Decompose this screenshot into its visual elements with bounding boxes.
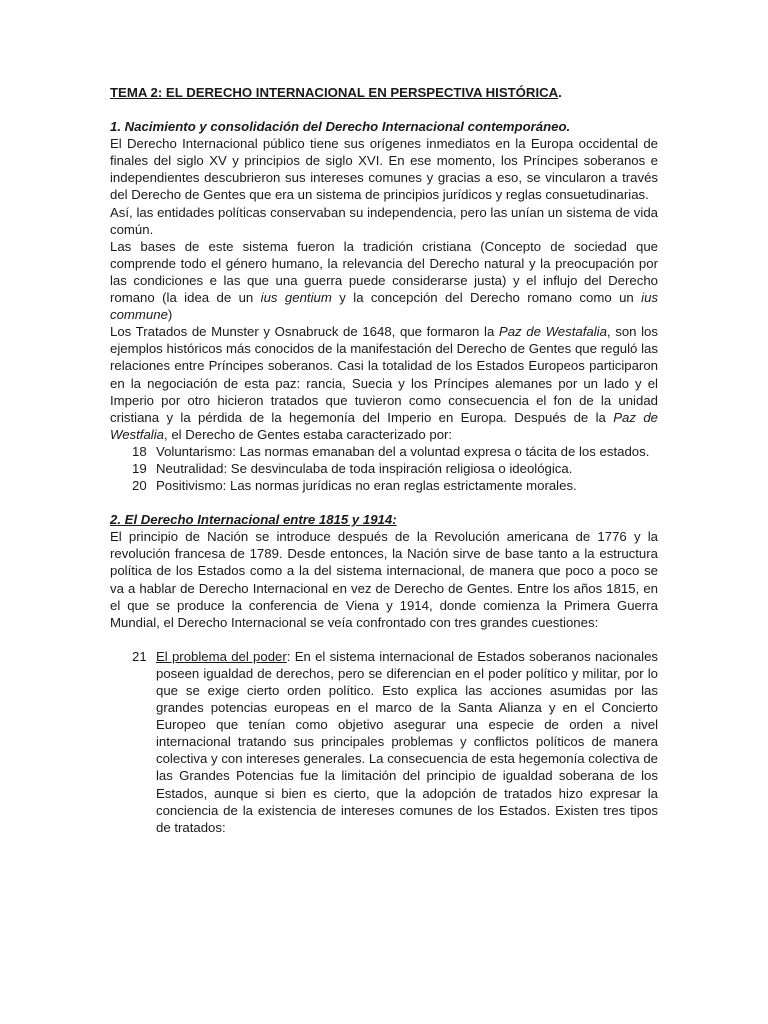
item-body: : En el sistema internacional de Estados soberanos nacionales poseen igualdad de derechos, pero se diferencian en el poder político y militar, por lo que se exige cierto orden político. Esto explica las acciones asumidas por las grandes potencias europeas en el marco de la Santa Alianza y en el Concierto Europeo que tenían como objetivo asegurar una especie de orden a nivel internacional tratando sus principales problemas y conflictos políticos de manera colectiva y con intereses generales. La consecuencia de esta hegemonía colectiva de las Grandes Potencias fue la limitación del principio de igualdad soberana de los Estados, aunque si bien es cierto, que la adopción de tratados hizo expresar la conciencia de la existencia de intereses comunes de los Estados. Existen tres tipos de tratados: [156,648,658,835]
section-1-paragraph-2: Así, las entidades políticas conservaban su independencia, pero las unían un sistema de vida común. [110,204,658,237]
p4-text-a: Los Tratados de Munster y Osnabruck de 1648, que formaron la [110,324,499,340]
p3-text-a: Las bases de este sistema fueron la tradición cristiana (Concepto de sociedad que comprende todo el género humano, la relevancia del Derecho natural y la preocupación por las condiciones e las que una guerra puede considerarse justa) y el influjo del Derecho romano (la idea de un [110,238,658,306]
section-1-paragraph-3 [110,238,658,323]
p4-italic-paz-westafalia: Paz de Westafalia [498,324,607,340]
p4-text-c: , son los ejemplos históricos más conocidos de la manifestación del Derecho de Gentes que reguló las relaciones entre Príncipes soberanos. Casi la totalidad de los Estados Europeos participaron en la negociación de esta paz: rancia, Suecia y los Príncipes alemanes por un lado y el Imperio por otro hicieron tratados que tuvieron como consecuencia el fon de la unidad cristiana y la pérdida de la hegemonía del Imperio en Europa. Después de la [110,324,658,425]
characteristics-list [110,443,658,494]
spacer [110,494,658,511]
p3-text-c: y la concepción del Derecho romano como un [331,290,642,306]
title-text: TEMA 2: EL DERECHO INTERNACIONAL EN PERSPECTIVA HISTÓRICA [110,85,559,100]
spacer [110,631,658,648]
list-item [110,477,658,494]
item-label-underlined: El problema del poder [156,648,287,664]
list-item-text: Voluntarismo: Las normas emanaban del a voluntad expresa o tácita de los estados. [156,443,650,459]
document-title [110,84,658,101]
list-number: 21 [132,648,147,664]
p3-italic-ius-commune: ius commune [110,290,658,323]
list-item [110,443,658,460]
list-item [110,460,658,477]
list-item-text: Positivismo: Las normas jurídicas no eran reglas estrictamente morales. [156,478,577,494]
section-1-paragraph-4 [110,323,658,443]
section-1-heading: 1. Nacimiento y consolidación del Derecho Internacional contemporáneo. [110,119,571,135]
list-number: 18 [132,443,147,459]
list-item-text: Neutralidad: Se desvinculaba de toda inspiración religiosa o ideológica. [156,460,573,476]
title-end: . [558,85,562,100]
list-item-21 [110,648,658,836]
list-number: 19 [132,460,147,476]
p4-italic-paz-westfalia: Paz de Westfalia [110,409,658,442]
p3-text-e: ) [167,307,173,323]
document-page [110,84,658,836]
section-2-heading: 2. El Derecho Internacional entre 1815 y 1914: [110,512,397,528]
p3-italic-ius-gentium: ius gentium [260,290,332,306]
list-number: 20 [132,478,147,494]
section-2-paragraph-1: El principio de Nación se introduce después de la Revolución americana de 1776 y la revolución francesa de 1789. Desde entonces, la Nación sirve de base tanto a la estructura política de los Estados como a la del sistema internacional, de manera que poco a poco se va a hablar de Derecho Internacional en vez de Derecho de Gentes. Entre los años 1815, en el que se produce la conferencia de Viena y 1914, donde comienza la Primera Guerra Mundial, el Derecho Internacional se veía confrontado con tres grandes cuestiones: [110,529,658,630]
list-item-text [156,648,658,836]
section-1-paragraph-1: El Derecho Internacional público tiene sus orígenes inmediatos en la Europa occidental de finales del siglo XV y principios de siglo XVI. En ese momento, los Príncipes soberanos e independientes descubrieron sus intereses comunes y gracias a eso, se vincularon a través del Derecho de Gentes que era un sistema de principios jurídicos y reglas consuetudinarias. [110,136,658,203]
p4-text-e: , el Derecho de Gentes estaba caracterizado por: [164,426,453,442]
